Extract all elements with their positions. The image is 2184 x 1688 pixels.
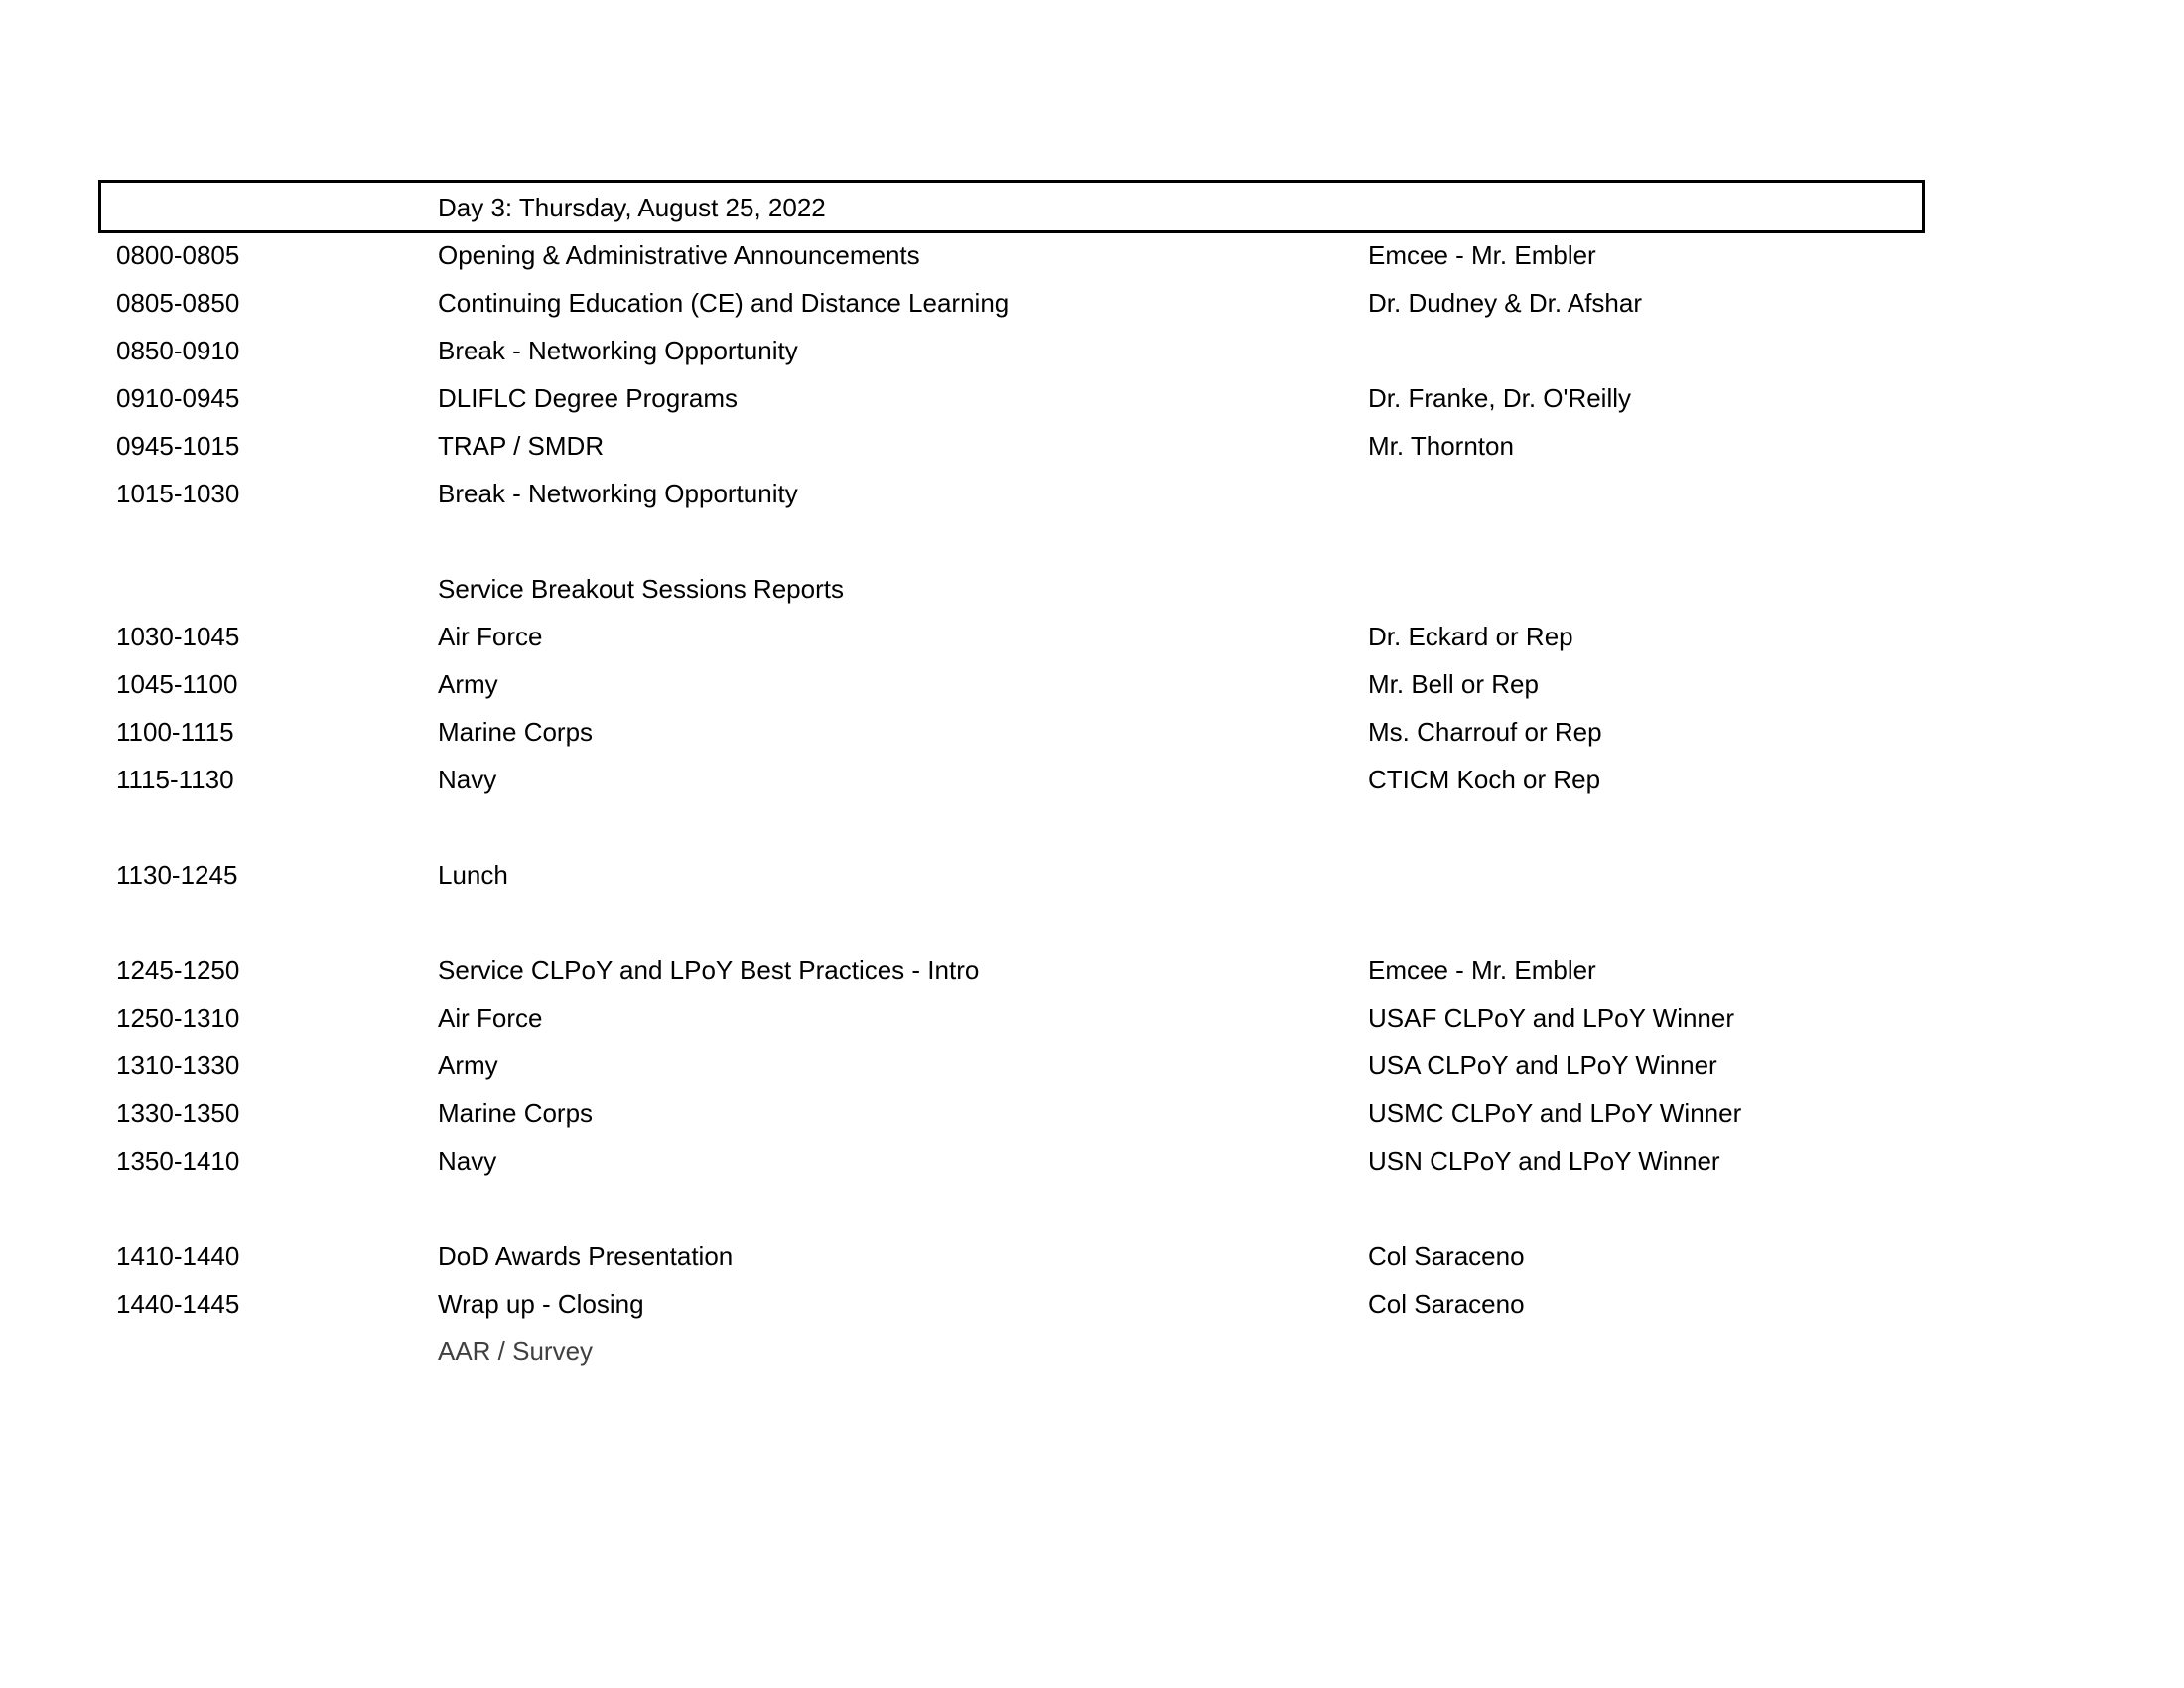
session-time: 1330-1350 [116,1098,240,1128]
session-title: DLIFLC Degree Programs [438,383,738,413]
schedule-row [0,374,2184,422]
schedule-row [0,422,2184,470]
session-presenter: Emcee - Mr. Embler [1368,955,1596,985]
schedule-spacer-row [0,803,2184,851]
session-time: 1015-1030 [116,479,240,508]
session-presenter: USAF CLPoY and LPoY Winner [1368,1003,1735,1033]
schedule-row [0,660,2184,708]
schedule-spacer-row [0,517,2184,565]
session-title: Army [438,1051,498,1080]
schedule-spacer-row [0,1185,2184,1232]
session-title: Break - Networking Opportunity [438,336,798,365]
session-presenter: Mr. Thornton [1368,431,1514,461]
schedule-row [0,279,2184,327]
session-title: DoD Awards Presentation [438,1241,734,1271]
schedule-row [0,946,2184,994]
session-presenter: Dr. Eckard or Rep [1368,622,1573,651]
schedule-row [0,613,2184,660]
session-title: Continuing Education (CE) and Distance Learning [438,288,1010,318]
schedule-row [0,994,2184,1042]
session-time: 0945-1015 [116,431,240,461]
session-title: Air Force [438,622,543,651]
session-time: 0800-0805 [116,240,240,270]
day-header-row [0,184,2184,231]
session-title: Navy [438,1146,497,1176]
schedule-row [0,756,2184,803]
session-presenter: Dr. Dudney & Dr. Afshar [1368,288,1643,318]
session-presenter: Dr. Franke, Dr. O'Reilly [1368,383,1632,413]
session-presenter: USA CLPoY and LPoY Winner [1368,1051,1717,1080]
session-time: 1100-1115 [116,717,234,747]
session-presenter: CTICM Koch or Rep [1368,765,1601,794]
session-presenter: Ms. Charrouf or Rep [1368,717,1602,747]
schedule-row [0,1328,2184,1375]
session-title: Wrap up - Closing [438,1289,644,1319]
session-presenter: USN CLPoY and LPoY Winner [1368,1146,1720,1176]
session-time: 0910-0945 [116,383,240,413]
schedule-row [0,470,2184,517]
schedule-row [0,708,2184,756]
session-time: 1250-1310 [116,1003,240,1033]
session-time: 0850-0910 [116,336,240,365]
session-presenter: Mr. Bell or Rep [1368,669,1539,699]
schedule-row [0,1232,2184,1280]
session-title: Air Force [438,1003,543,1033]
session-time: 1130-1245 [116,860,238,890]
session-time: 1245-1250 [116,955,240,985]
session-title: Break - Networking Opportunity [438,479,798,508]
session-title: Opening & Administrative Announcements [438,240,920,270]
schedule-row [0,1137,2184,1185]
session-time: 1440-1445 [116,1289,240,1319]
schedule-row [0,1280,2184,1328]
session-presenter: Emcee - Mr. Embler [1368,240,1596,270]
session-title: Lunch [438,860,508,890]
session-title: TRAP / SMDR [438,431,605,461]
session-title: Navy [438,765,497,794]
session-title: AAR / Survey [438,1336,594,1366]
session-time: 1410-1440 [116,1241,240,1271]
session-time: 1310-1330 [116,1051,240,1080]
day-header-title: Day 3: Thursday, August 25, 2022 [438,193,826,222]
session-presenter: Col Saraceno [1368,1289,1525,1319]
session-time: 1030-1045 [116,622,240,651]
session-title: Marine Corps [438,1098,594,1128]
session-presenter: Col Saraceno [1368,1241,1525,1271]
session-time: 1115-1130 [116,765,234,794]
schedule-spacer-row [0,899,2184,946]
schedule-row [0,851,2184,899]
session-presenter: USMC CLPoY and LPoY Winner [1368,1098,1742,1128]
session-title: Service CLPoY and LPoY Best Practices - Intro [438,955,980,985]
session-time: 0805-0850 [116,288,240,318]
schedule-row [0,231,2184,279]
schedule-row [0,1089,2184,1137]
session-time: 1350-1410 [116,1146,240,1176]
session-title: Marine Corps [438,717,594,747]
schedule-row [0,565,2184,613]
schedule-row [0,327,2184,374]
session-title: Service Breakout Sessions Reports [438,574,844,604]
session-time: 1045-1100 [116,669,238,699]
session-title: Army [438,669,498,699]
schedule-row [0,1042,2184,1089]
